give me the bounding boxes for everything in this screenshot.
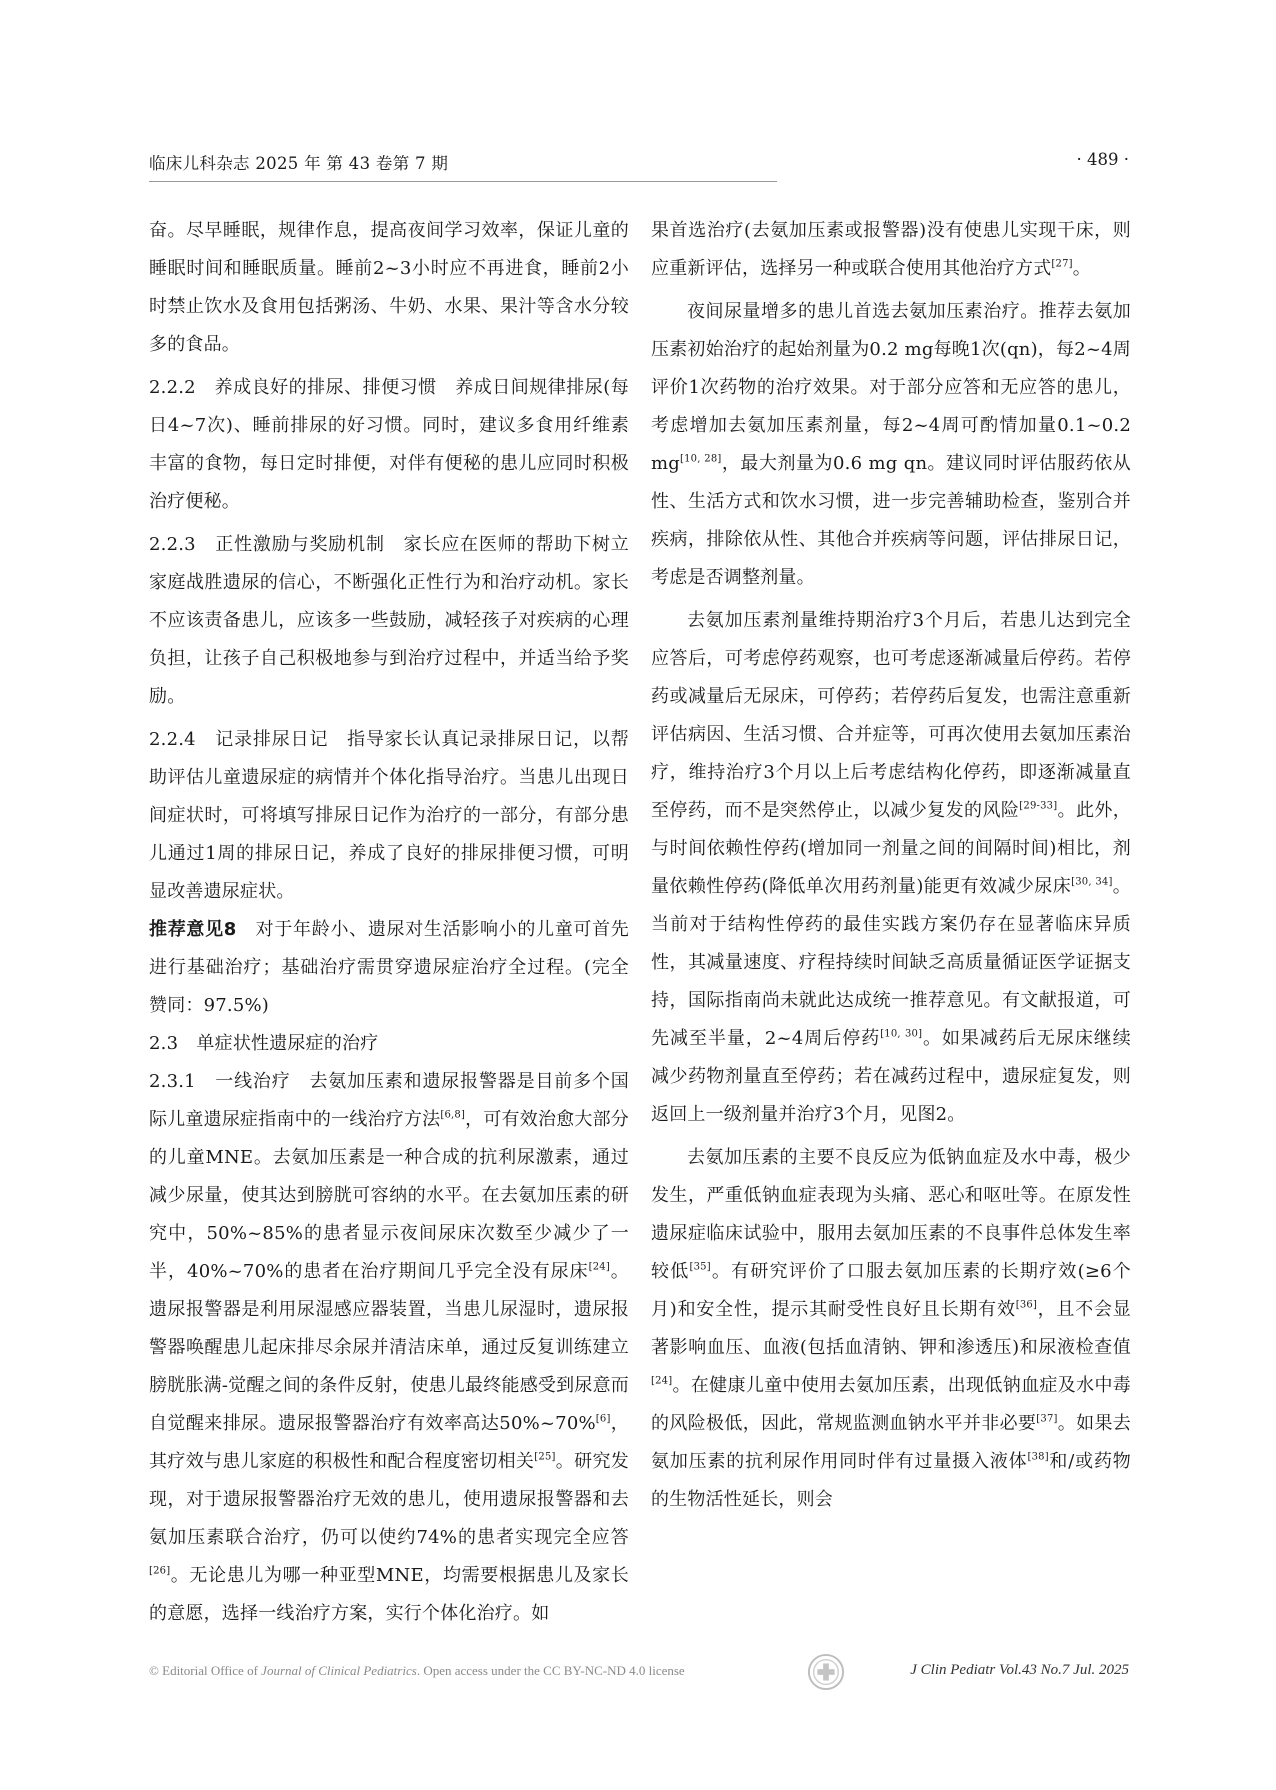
page-footer [149,1653,1129,1693]
citation-ref: [6,8] [440,1109,466,1121]
citation-ref: [10, 28] [680,453,722,465]
text-run: 。遗尿报警器是利用尿湿感应器装置，当患儿尿湿时，遗尿报警器唤醒患儿起床排尽余尿并清洁床单，通过反复训练建立膀胱胀满-觉醒之间的条件反射，使患儿最终能感受到尿意而自觉醒来排尿。遗尿报警器治疗有效率高达50%~70% [149,1261,629,1434]
text-run: ，最大剂量为0.6 mg qn。建议同时评估服药依从性、生活方式和饮水习惯，进一步完善辅助检查，鉴别合并疾病，排除依从性、其他合并疾病等问题，评估排尿日记，考虑是否调整剂量。 [651,453,1131,588]
text-run: 。当前对于结构性停药的最佳实践方案仍存在显著临床异质性，其减量速度、疗程持续时间缺乏高质量循证医学证据支持，国际指南尚未就此达成统一推荐意见。有文献报道，可先减至半量，2~4周后停药 [651,876,1131,1049]
paragraph [651,1139,1131,1519]
right-column [651,212,1131,1542]
paragraph [651,293,1131,597]
text-run: 夜间尿量增多的患儿首选去氨加压素治疗。推荐去氨加压素初始治疗的起始剂量为0.2 mg每晚1次(qn)，每2~4周评价1次药物的治疗效果。对于部分应答和无应答的患儿，考虑增加去氨加压素剂量，每2~4周可酌情加量0.1~0.2 mg [651,301,1131,474]
text-run: 。研究发现，对于遗尿报警器治疗无效的患儿，使用遗尿报警器和去氨加压素联合治疗，仍可以使约74%的患者实现完全应答 [149,1451,629,1548]
paragraph-2-2-4 [149,721,629,911]
text-run: 。此外，与时间依赖性停药(增加同一剂量之间的间隔时间)相比，剂量依赖性停药(降低单次用药剂量)能更有效减少尿床 [651,800,1131,897]
citation-ref: [36] [1015,1299,1038,1311]
paragraph-text: 家长应在医师的帮助下树立家庭战胜遗尿的信心，不断强化正性行为和治疗动机。家长不应该责备患儿，应该多一些鼓励，减轻孩子对疾病的心理负担，让孩子自己积极地参与到治疗过程中，并适当给予奖励。 [149,534,630,707]
paragraph-text: 指导家长认真记录排尿日记，以帮助评估儿童遗尿症的病情并个体化指导治疗。当患儿出现日间症状时，可将填写排尿日记作为治疗的一部分，有部分患儿通过1周的排尿日记，养成了良好的排尿排便习惯，可明显改善遗尿症状。 [149,729,630,902]
journal-citation: J Clin Pediatr Vol.43 No.7 Jul. 2025 [910,1662,1129,1678]
subsection-heading: 2.2.3 正性激励与奖励机制 [149,534,404,555]
text-run: 去氨加压素剂量维持期治疗3个月后，若患儿达到完全应答后，可考虑停药观察，也可考虑逐渐减量后停药。若停药或减量后无尿床，可停药；若停药后复发，也需注意重新评估病因、生活习惯、合并症等，可再次使用去氨加压素治疗，维持治疗3个月以上后考虑结构化停药，即逐渐减量直至停药，而不是突然停止，以减少复发的风险 [651,610,1131,821]
text-run: ，可有效治愈大部分的儿童MNE。去氨加压素是一种合成的抗利尿激素，通过减少尿量，使其达到膀胱可容纳的水平。在去氨加压素的研究中，50%~85%的患者显示夜间尿床次数至少减少了一半，40%~70%的患者在治疗期间几乎完全没有尿床 [149,1109,629,1282]
left-column [149,212,630,1624]
text-run: 。如果减药后无尿床继续减少药物剂量直至停药；若在减药过程中，遗尿症复发，则返回上一级剂量并治疗3个月，见图2。 [651,1028,1131,1125]
citation-ref: [29-33] [1019,800,1058,812]
citation-ref: [35] [689,1261,711,1273]
journal-issue: 临床儿科杂志 2025 年 第 43 卷第 7 期 [149,154,449,173]
citation-ref: [25] [534,1451,556,1463]
copyright-notice [149,1663,685,1679]
text-run: ，其疗效与患儿家庭的积极性和配合程度密切相关 [149,1413,629,1472]
recommendation-label: 推荐意见8 [149,919,237,940]
journal-name: Journal of Clinical Pediatrics [261,1663,417,1678]
paragraph-2-2-2 [149,369,629,521]
text-run: 。在健康儿童中使用去氨加压素，出现低钠血症及水中毒的风险极低，因此，常规监测血钠水平并非必要 [651,1375,1131,1434]
citation-ref: [24] [588,1261,610,1273]
subsection-heading: 2.2.4 记录排尿日记 [149,729,348,750]
citation-ref: [24] [651,1375,673,1387]
text-run: 。有研究评价了口服去氨加压素的长期疗效(≥6个月)和安全性，提示其耐受性良好且长期有效 [651,1261,1131,1320]
recommendation-text: 对于年龄小、遗尿对生活影响小的儿童可首先进行基础治疗；基础治疗需贯穿遗尿症治疗全过程。(完全赞同：97.5%) [149,919,630,1016]
running-header [149,150,1129,180]
text-run: 。 [1072,258,1091,279]
paragraph-2-2-3 [149,526,629,716]
text-run: 。如果去氨加压素的抗利尿作用同时伴有过量摄入液体 [651,1413,1131,1472]
section-heading-2-3: 2.3 单症状性遗尿症的治疗 [149,1033,379,1054]
header-rule [149,181,777,182]
copyright-suffix: . Open access under the CC BY-NC-ND 4.0 license [416,1663,685,1678]
citation-ref: [27] [1051,258,1073,270]
subsection-heading: 2.3.1 一线治疗 [149,1071,310,1092]
paragraph-text: 养成日间规律排尿(每日4~7次)、睡前排尿的好习惯。同时，建议多食用纤维素丰富的食物，每日定时排便，对伴有便秘的患儿应同时积极治疗便秘。 [149,377,629,512]
journal-seal-icon [807,1653,845,1691]
text-run: 去氨加压素的主要不良反应为低钠血症及水中毒，极少发生，严重低钠血症表现为头痛、恶心和呕吐等。在原发性遗尿症临床试验中，服用去氨加压素的不良事件总体发生率较低 [651,1147,1131,1282]
paragraph [651,602,1131,1134]
text-run: 去氨加压素和遗尿报警器是目前多个国际儿童遗尿症指南中的一线治疗方法 [149,1071,630,1130]
text-run: 。无论患儿为哪一种亚型MNE，均需要根据患儿及家长的意愿，选择一线治疗方案，实行个体化治疗。如 [149,1565,629,1624]
citation-ref: [38] [1027,1451,1049,1463]
citation-ref: [26] [149,1565,171,1577]
citation-ref: [37] [1036,1413,1058,1425]
text-run: 果首选治疗(去氨加压素或报警器)没有使患儿实现干床，则应重新评估，选择另一种或联合使用其他治疗方式 [651,220,1131,279]
paragraph: 奋。尽早睡眠，规律作息，提高夜间学习效率，保证儿童的睡眠时间和睡眠质量。睡前2~3小时应不再进食，睡前2小时禁止饮水及食用包括粥汤、牛奶、水果、果汁等含水分较多的食品。 [149,220,629,355]
text-run: ，且不会显著影响血压、血液(包括血清钠、钾和渗透压)和尿液检查值 [651,1299,1131,1358]
paragraph-2-3-1 [149,1063,629,1633]
copyright-prefix: © Editorial Office of [149,1663,262,1678]
page-number: · 489 · [1076,150,1129,169]
citation-ref: [30, 34] [1071,876,1113,888]
citation-ref: [10, 30] [880,1028,923,1040]
citation-ref: [6] [595,1413,611,1425]
subsection-heading: 2.2.2 养成良好的排尿、排便习惯 [149,377,456,398]
text-run: 和/或药物的生物活性延长，则会 [651,1451,1131,1510]
recommendation-8 [149,911,629,1025]
paragraph [651,212,1131,288]
